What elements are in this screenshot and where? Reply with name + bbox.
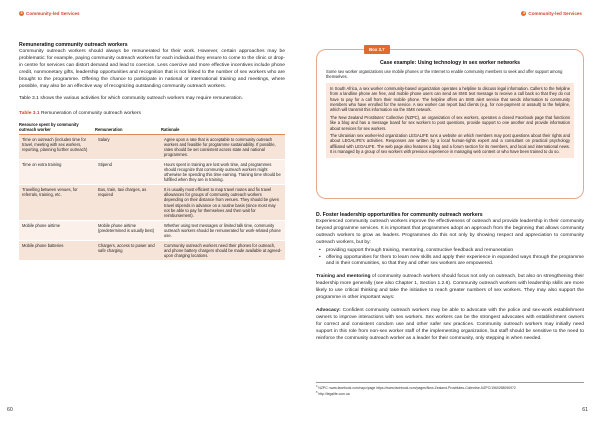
section-title: Remunerating community outreach workers xyxy=(19,42,128,48)
page-number-right: 61 xyxy=(582,407,588,413)
footnotes xyxy=(316,382,584,396)
table-cell: Time on outreach (includes time for travel, meeting with sex workers, reporting, planning further outreach) xyxy=(19,134,95,159)
box-title: Case example: Using technology in sex worker networks xyxy=(379,60,521,66)
running-head-label: Community-led Services xyxy=(26,11,80,16)
training-text: of community outreach workers should focus not only on outreach, but also on strengthening their leadership more generally (see also Chapter 1, Section 1.2.6). Community outreach workers with leadership skills are more likely to use critical thinking and take the initiative to reach greater numbers of sex workers. They may also support the programme in other important ways: xyxy=(316,274,584,301)
list-item: • providing support through training, mentoring, constructive feedback and remuneration xyxy=(316,248,584,255)
table-cell: Mobile phone airtime (predetermined is usually best) xyxy=(95,220,161,240)
table-cell: Agree upon a rate that is acceptable to community outreach workers and feasible for programme sustainability. If possible, rates should be set consistent across state and national programmes. xyxy=(161,134,285,159)
running-head-right xyxy=(521,11,582,16)
running-head-label: Community-led Services xyxy=(528,11,582,16)
training-lead: Training and mentoring xyxy=(316,274,371,280)
case-example-box xyxy=(316,49,584,199)
box-item: In South Africa, a sex worker community-based organization operates a helpline to discuss legal information. Callers to the helpline from a landline phone are free, and mobile phone users can send an SMS text message to receive a call back so that they do not have to pay for a call from their mobile phone. The helpline offers an SMS alert service that sends information to community members who have enrolled for the service. A sex worker can report bad clients (e.g. for non-payment or assault) to the helpline, which will transmit this information via the SMS network. xyxy=(330,85,570,113)
table-cell: Stipend xyxy=(95,159,161,184)
table-cell: Salary xyxy=(95,134,161,159)
bullet-list xyxy=(316,248,584,269)
table-cell: Time on extra training xyxy=(19,159,95,184)
table-caption-text: Remuneration of community outreach workers xyxy=(40,111,141,117)
table-cell: Community outreach workers need their phones for outreach, and phone battery chargers should be made available at agreed-upon charging locations. xyxy=(161,241,285,261)
remuneration-table xyxy=(19,121,285,261)
table-header-row xyxy=(19,121,285,134)
table-cell: Bus, train, taxi charges, as required xyxy=(95,185,161,221)
chapter-number-icon: 3 xyxy=(522,11,525,15)
table-caption xyxy=(19,111,285,116)
section-d-title: D. Foster leadership opportunities for community outreach workers xyxy=(316,212,483,218)
box-item: The New Zealand Prostitutes' Collective (NZPC), an organization of sex workers, operates a closed Facebook page that functions like a blog and has a message board for sex workers to post questions, provide support to one another and provide information about services for sex workers. xyxy=(330,114,570,131)
column-header: Rationale xyxy=(161,121,285,134)
right-column xyxy=(316,212,584,343)
chapter-number-icon: 3 xyxy=(20,11,23,15)
footnote xyxy=(316,391,584,397)
table-caption-label: Table 3.1 xyxy=(19,111,40,117)
training-paragraph xyxy=(316,274,584,302)
table-cell: Whether using text messages or limited talk time, community outreach workers should be remunerated for work-related phone use. xyxy=(161,220,285,240)
advocacy-paragraph xyxy=(316,308,584,343)
table-cell: Mobile phone airtime xyxy=(19,220,95,240)
table-row xyxy=(19,134,285,159)
advocacy-text: Confident community outreach workers may be able to advocate with the police and sex-work establishment owners to improve interactions with sex workers. Sex workers can be the strongest advocates with establishment owners for correct and consistent condom use and other safer sex practices. Community outreach workers may initially need support in this role from non-sex worker staff of the implementing organization, but staff should be sensitive to the need to reinforce the community outreach worker as a leader for their community, only stepping in when needed. xyxy=(316,307,584,341)
body-paragraph: Table 3.1 shows the various activities for which community outreach workers may require remuneration. xyxy=(19,96,243,102)
table-row xyxy=(19,241,285,261)
footnote-mark: 5 xyxy=(316,390,318,394)
left-column xyxy=(19,42,285,261)
page-number-left: 60 xyxy=(7,407,13,413)
table-cell: Mobile phone batteries xyxy=(19,241,95,261)
box-lead: Some sex worker organizations use mobile phones or the Internet to enable community members to seek and offer support among themselves. xyxy=(326,69,563,80)
footnote-text: NZPC: www.facebook.com/nzpc/page https://www.facebook.com/pages/New-Zealand-Prostitutes-Collective-NZPC/1960258096972 xyxy=(318,386,516,391)
footnote-mark: 4 xyxy=(316,385,318,388)
footnote-text: http://legalife.com.ua xyxy=(318,391,350,396)
table-row xyxy=(19,220,285,240)
advocacy-lead: Advocacy: xyxy=(316,307,341,313)
body-paragraph: Experienced community outreach workers improve the effectiveness of outreach and provide leadership in their community beyond programme services. It is important that programmes adopt an approach from the beginning that allows community outreach workers to grow as leaders. Programmes do this not only by showing respect and appreciation to community outreach workers, but by: xyxy=(316,219,584,245)
table-cell: It is usually most efficient to map travel routes and fix travel allowances for groups of community outreach workers depending on their distance from venues. They should be given travel stipends in advance on a routine basis (since most may not be able to pay for themselves and then wait for reimbursement). xyxy=(161,185,285,221)
column-header: Remuneration xyxy=(95,121,161,134)
box-label: Box 3.7 xyxy=(364,45,390,54)
column-header: Resource spent by community outreach worker xyxy=(19,121,95,134)
box-content xyxy=(326,83,574,158)
table-row xyxy=(19,185,285,221)
table-cell: Hours spent in training are lost work time, and programmes should recognize that community outreach workers might otherwise be spending this time earning. Training time should be fulfilled when they are in training. xyxy=(161,159,285,184)
box-item: The Ukrainian sex worker-led organization LEGALIFE runs a website on which members may post questions about their rights and about LEGALIFE's activities. Responses are written by a local human-rights expert and a consultant on practical psychology affiliated with LEGALIFE. The web page also features a blog and a forum section for its members, and local and international news. It is managed by a group of sex workers with previous experience in managing web content or who have been trained to do so. xyxy=(330,133,570,155)
table-row xyxy=(19,159,285,184)
running-head-left xyxy=(19,11,80,16)
table-cell: Chargers, access to power and safe charging xyxy=(95,241,161,261)
table-cell: Travelling between venues, for referrals, training, etc. xyxy=(19,185,95,221)
right-page xyxy=(300,0,600,424)
body-paragraph: Community outreach workers should always be remunerated for their work. However, certain approaches may be problematic: for example, paying community outreach workers for each individual they ensure to come to the clinic or drop-in centre for services can distort demand and lead to coercion. Less coercive and more effective incentives include phone credit, nonmonetary gifts, leadership opportunities and recognition that is not linked to the number of sex workers who are brought to the programme. Offering the chance to participate in national or international training and meetings, where possible, may also be an effective way of recognizing outstanding community outreach workers. xyxy=(19,49,285,89)
list-item: • offering opportunities for them to learn new skills and apply their experience in expanded ways through the programme and in their communities, so that they and other sex workers are empowered. xyxy=(316,255,584,269)
